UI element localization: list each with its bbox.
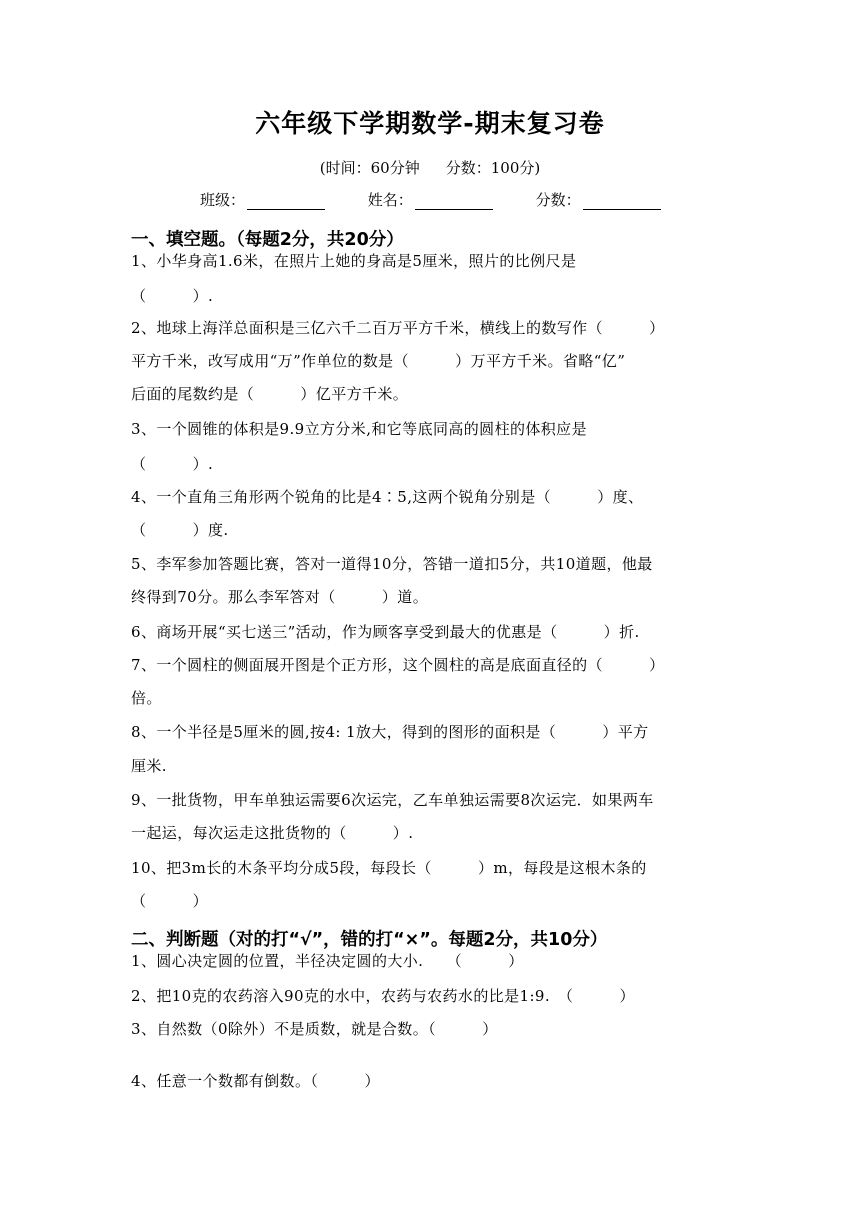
question-line: 2、地球上海洋总面积是三亿六千二百万平方千米，横线上的数写作（ ） [131, 319, 665, 337]
question-line: （ ）. [131, 455, 214, 473]
question-line: 终得到70分。那么李军答对（ ）道。 [131, 588, 429, 606]
question-line: 3、自然数（0除外）不是质数，就是合数。（ ） [131, 1020, 498, 1038]
question-line: 9、一批货物，甲车单独运需要6次运完，乙车单独运需要8次运完．如果两车 [131, 791, 654, 809]
score-label: 分数： [535, 191, 581, 209]
question-line: 平方千米，改写成用“万”作单位的数是（ ）万平方千米。省略“亿” [131, 352, 626, 370]
section-heading-true-false: 二、判断题（对的打“√”，错的打“×”。每题2分，共10分） [131, 930, 608, 950]
question-line: 4、一个直角三角形两个锐角的比是4∶5,这两个锐角分别是（ ）度、 [131, 488, 644, 506]
exam-total-score: 分数：100分) [445, 159, 541, 177]
section-heading-fill-in: 一、填空题。（每题2分，共20分） [131, 230, 404, 250]
question-line: 4、任意一个数都有倒数。（ ） [131, 1072, 380, 1090]
exam-time: (时间：60分钟 [319, 159, 420, 177]
question-line: 5、李军参加答题比赛，答对一道得10分，答错一道扣5分，共10道题，他最 [131, 555, 653, 573]
question-line: 7、一个圆柱的侧面展开图是个正方形，这个圆柱的高是底面直径的（ ） [131, 656, 665, 674]
class-field [200, 189, 325, 210]
question-line: （ ） [131, 892, 209, 910]
class-label: 班级： [200, 191, 246, 209]
question-line: 倍。 [131, 689, 162, 707]
question-line: 6、商场开展“买七送三”活动，作为顾客享受到最大的优惠是（ ）折. [131, 623, 640, 641]
question-line: 10、把3m长的木条平均分成5段，每段长（ ）m，每段是这根木条的 [131, 859, 647, 877]
class-blank[interactable] [247, 192, 325, 210]
question-line: 1、圆心决定圆的位置，半径决定圆的大小. （ ） [131, 952, 524, 970]
name-field [368, 189, 493, 210]
question-line: 后面的尾数约是（ ）亿平方千米。 [131, 385, 409, 403]
question-line: 一起运，每次运走这批货物的（ ）. [131, 824, 414, 842]
question-line: 8、一个半径是5厘米的圆,按4: 1放大，得到的图形的面积是（ ）平方 [131, 723, 649, 741]
score-blank[interactable] [583, 192, 661, 210]
question-line: 2、把10克的农药溶入90克的水中，农药与农药水的比是1:9. （ ） [131, 987, 635, 1005]
question-line: 3、一个圆锥的体积是9.9立方分米,和它等底同高的圆柱的体积应是 [131, 420, 587, 438]
student-info-line [200, 189, 661, 210]
question-line: 1、小华身高1.6米，在照片上她的身高是5厘米，照片的比例尺是 [131, 252, 577, 270]
question-line: （ ）度. [131, 521, 229, 539]
exam-subtitle [0, 157, 860, 178]
name-label: 姓名： [367, 191, 413, 209]
score-field [536, 189, 661, 210]
page-title: 六年级下学期数学-期末复习卷 [255, 109, 605, 138]
question-line: （ ）. [131, 287, 214, 305]
question-line: 厘米. [131, 757, 167, 775]
name-blank[interactable] [415, 192, 493, 210]
